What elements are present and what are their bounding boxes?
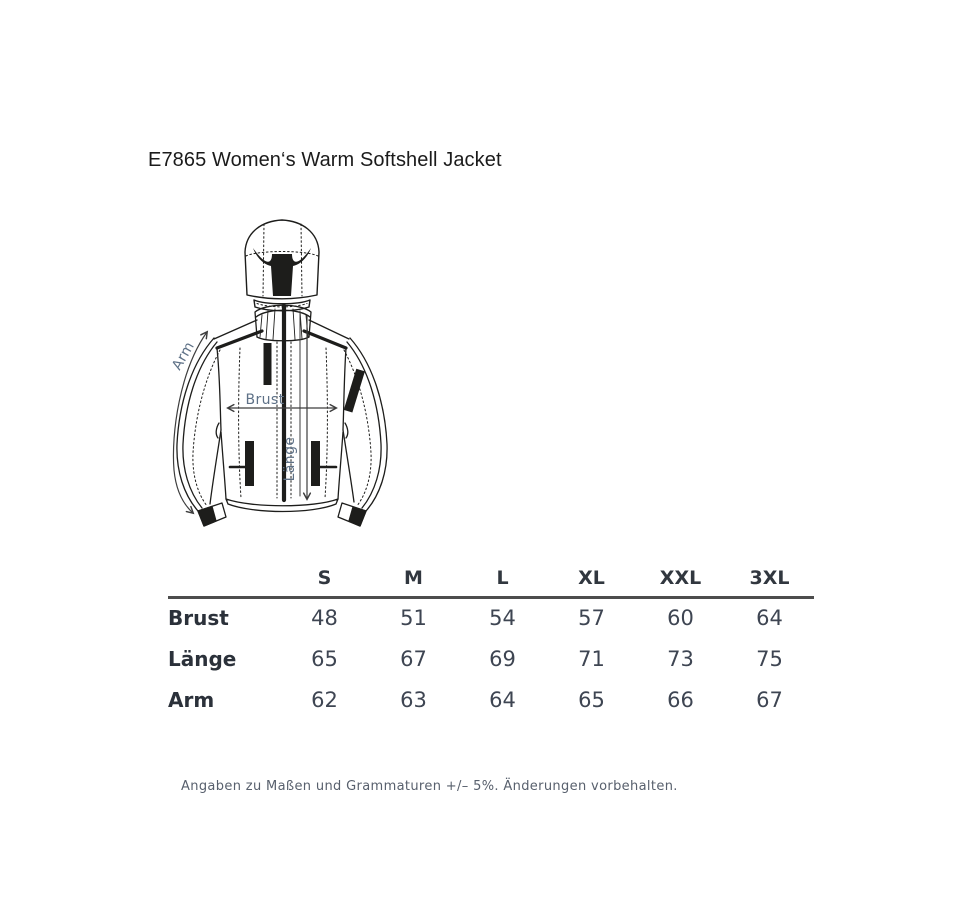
tolerance-footnote: Angaben zu Maßen und Grammaturen +/– 5%. Änderungen vorbehalten.	[181, 779, 678, 794]
table-cell: 64	[489, 687, 516, 712]
left-pocket-zip	[245, 441, 254, 486]
table-cell: 57	[578, 606, 605, 631]
table-cell: 73	[667, 646, 694, 671]
table-cell: 71	[578, 646, 605, 671]
table-cell: 65	[578, 687, 605, 712]
arm-measure-label: Arm	[169, 339, 198, 373]
column-header-l: L	[496, 567, 509, 590]
table-cell: 62	[311, 687, 338, 712]
table-row-length	[168, 638, 814, 679]
table-cell: 75	[756, 646, 783, 671]
jacket-diagram	[160, 208, 402, 540]
size-table	[168, 561, 814, 720]
jacket-technical-drawing-icon	[160, 208, 402, 540]
body-drawing	[177, 306, 387, 526]
sleeve-pocket-zip	[344, 369, 365, 413]
column-header-m: M	[404, 567, 423, 590]
table-cell: 63	[400, 687, 427, 712]
table-cell: 60	[667, 606, 694, 631]
size-table-header-row	[168, 561, 814, 597]
page-title: E7865 Women‘s Warm Softshell Jacket	[148, 149, 502, 171]
size-table-corner-cell	[168, 561, 280, 597]
table-cell: 67	[400, 646, 427, 671]
column-header-xl: XL	[578, 567, 605, 590]
row-label: Länge	[168, 646, 237, 671]
chest-pocket-zip	[264, 343, 272, 385]
length-measure-label: Länge	[282, 436, 298, 482]
column-header-s: S	[317, 567, 332, 590]
table-row-arm	[168, 679, 814, 720]
row-label: Brust	[168, 606, 229, 631]
right-pocket-zip	[311, 441, 320, 486]
row-label: Arm	[168, 687, 215, 712]
column-header-3xl: 3XL	[749, 567, 790, 590]
table-cell: 65	[311, 646, 338, 671]
table-cell: 66	[667, 687, 694, 712]
table-cell: 51	[400, 606, 427, 631]
hood-drawing	[245, 220, 319, 311]
table-row-chest	[168, 597, 814, 638]
chest-measure-label: Brust	[245, 392, 285, 408]
table-cell: 67	[756, 687, 783, 712]
table-cell: 69	[489, 646, 516, 671]
table-cell: 54	[489, 606, 516, 631]
column-header-xxl: XXL	[659, 567, 702, 590]
table-cell: 64	[756, 606, 783, 631]
table-cell: 48	[311, 606, 338, 631]
